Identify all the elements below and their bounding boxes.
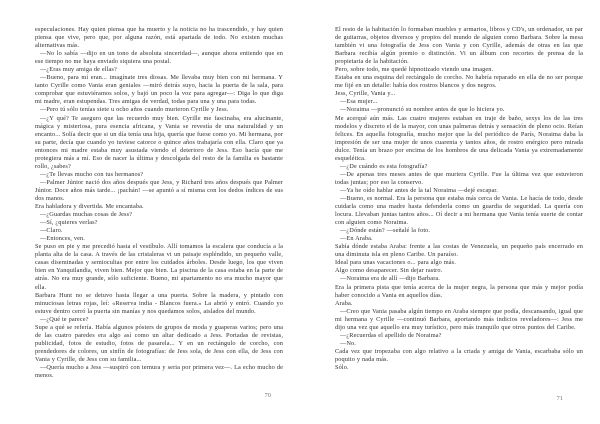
paragraph: Supe a qué se refería. Había algunos pósters de grupos de moda y guaperas varios; pero una de las cuatro paredes era algo así como un altar dedicado a Jess. Portadas de revistas, publicidad, fotos de estudio, fotos de pasarela... Y en un rectángulo de corcho, con prendedores de colores, un sinfín de fotografías: de Jess sola, de Jess con ella, de Jess con Vania y Cyrille, de Jess con su familia... bbox=[35, 323, 283, 363]
paragraph: —¿Qué te parece? bbox=[40, 315, 89, 323]
paragraph: —¿Guardas muchas cosas de Jess? bbox=[40, 211, 133, 219]
paragraph: Era habladora y divertida. Me encantaba. bbox=[35, 203, 144, 211]
paragraph: especulaciones. Hay quien piensa que ha muerto y la noticia no ha trascendido, y hay quien piensa que vive, pero que, por alguna razón, está apartada de todo. No existen muchas alternativas más. bbox=[35, 26, 283, 50]
paragraph: —No lo sabía —dijo en un tono de absoluta sinceridad—, aunque ahora entiendo que en ese tiempo no me haya enviado siquiera una postal. bbox=[35, 50, 283, 66]
paragraph: —Quería mucho a Jess —suspiró con ternura y seria por primera vez—. La echo mucho de menos. bbox=[35, 363, 283, 380]
paragraph: —Pero tú sólo tenías siete u ocho años cuando murieron Cyrille y Jess. bbox=[40, 106, 229, 114]
paragraph: —Palmer Júnior nació dos años después que Jess, y Richard tres años después que Palmer Júnior. Doce años más tarde... ¡pachán! —se apuntó a sí misma con los dedos índices de sus dos manos. bbox=[35, 178, 283, 202]
paragraph: Se puso en pie y me precedió hasta el vestíbulo. Allí tomamos la escalera que conducía a la planta alta de la casa. A través de las cristaleras vi un paisaje espléndido, un pequeño valle, casas diseminadas y semiocultas por entre los cuidados árboles. Desde luego, los que viven bien en Yanquilandia, viven bien. Mejor que bien. La piscina de la casa estaba en la parte de atrás. No era muy grande, sólo suficiente. Bueno, mi apartamento no era mucho mayor que ella. bbox=[35, 243, 283, 291]
paragraph: Araba. bbox=[335, 299, 353, 307]
paragraph: —En Araba. bbox=[340, 235, 373, 243]
paragraph: Estaba en una esquina del rectángulo de corcho. No habría reparado en ella de no ser porque me fijé en un detalle: había dos rostros blancos y dos negros. bbox=[335, 74, 583, 90]
paragraph: —¿Eras muy amiga de ellas? bbox=[40, 66, 117, 74]
page-number-right: 71 bbox=[556, 395, 563, 402]
paragraph: El resto de la habitación lo formaban muebles y armarios, libros y CD's, un ordenador, un par de guitarras, objetos diversos y propios del mundo de alguien como Barbara. Sobre la mesa también vi una fotografía de Jess con Vania y con Cyrille, además de otras en las que Barbara recibía algún premio o distinción. Vi un álbum con recortes de prensa de la propietaria de la habitación. bbox=[335, 26, 583, 66]
page-right-text bbox=[335, 26, 583, 372]
paragraph: —Esa mujer... bbox=[340, 98, 378, 106]
page-left-text bbox=[35, 26, 283, 380]
paragraph: Barbara Hunt no se detuvo hasta llegar a una puerta. Sobre la madera, y pintado con minuciosas letras rojas, leí: «Reserva india - Blancos fuera.» La abrió y entró. Cuando yo estuve dentro cerró la puerta sin manías y nos quedamos solos, aislados del mundo. bbox=[35, 291, 283, 315]
paragraph: —De apenas tres meses antes de que muriera Cyrille. Fue la última vez que estuvieron todas juntas; por eso la conservo. bbox=[335, 170, 583, 186]
paragraph: —¿Y qué? Te aseguro que las recuerdo muy bien. Cyrille me fascinaba, era alucinante, mágica y misteriosa, pura esencia africana, y Vania se revestía de una naturalidad y un encanto... Solía decir que si un día tenía una hija, quería que fuese como yo. Mi hermana, por su parte, decía que cuando yo tuviese catorce o quince años trabajaría con ella. Claro que ya entonces mi madre estaba muy asustada viendo el deterioro de Jess. Eso hacía que me protegiera más a mí. Eso de nacer la última y descolgada del resto de la familia es bastante rollo, ¿sabes? bbox=[35, 114, 283, 170]
page-number-left: 70 bbox=[264, 392, 271, 399]
paragraph: Era la primera pista que tenía acerca de la mujer negra, la persona que más y mejor podía haber conocido a Vania en aquellos días. bbox=[335, 283, 583, 299]
paragraph: Jess, Cyrille, Vania y... bbox=[335, 90, 396, 98]
paragraph: —No. bbox=[340, 339, 356, 347]
paragraph: —Claro. bbox=[40, 227, 63, 235]
paragraph: Me acerqué aún más. Las cuatro mujeres estaban en traje de baño, sexys los de las tres modelos y discreto el de la mayor, con unas palmeras detrás y sensación de pleno ocio. Reían felices. En aquella fotografía, mucho mejor que la del periódico de París, Noraima daba la impresión de ser una mujer de unos cuarenta y tantos años, de rostro enérgico pero mirada dulce. Tenía un brazo por encima de los hombros de una delicada Vania ya extremadamente esquelética. bbox=[335, 114, 583, 162]
paragraph: —Noraima era de allí —dijo Barbara. bbox=[340, 275, 440, 283]
paragraph: —Bueno, es normal. Era la persona que estaba más cerca de Vania. Le hacía de todo, desde cuidarla como una madre hasta defenderla como un guardia de seguridad. La quería con locura. Llevaban juntas tantos años... Oí decir a mi hermana que Vania tenía suerte de contar con alguien como Noraima. bbox=[335, 194, 583, 227]
paragraph: Ideal para unas vacaciones o... para algo más. bbox=[335, 259, 456, 267]
paragraph: —¿Te llevas mucho con tus hermanos? bbox=[40, 170, 144, 178]
paragraph: —Creo que Vania pasaba algún tiempo en Araba siempre que podía, descansando, igual que mi hermana y Cyrille —continuó Barbara, aportando más indicios reveladores—: Jess me dijo una vez que aquello era muy turístico, pero más tranquilo que otros puntos del Caribe. bbox=[335, 307, 583, 331]
paragraph: —Bueno, para mí eran... imagínate tres diosas. Me llevaba muy bien con mi hermana. Y tanto Cyrille como Vania eran geniales —miró detrás suyo, hacia la puerta de la sala, para comprobar que estuviéramos solos, y bajó un poco la voz para agregar—: Diga lo que diga mi madre, eran estupendas. Tres amigas de verdad, todas para una y una para todas. bbox=[35, 74, 283, 106]
paragraph: —Entonces, ven. bbox=[40, 235, 85, 243]
paragraph: —Noraima —pronunció su nombre antes de que lo hiciera yo. bbox=[340, 106, 505, 114]
paragraph: —¿De cuándo es esta fotografía? bbox=[340, 162, 428, 170]
paragraph: —¿Recuerdas el apellido de Noraima? bbox=[340, 331, 442, 339]
paragraph: —¿Dónde están? —señalé la foto. bbox=[340, 227, 431, 235]
paragraph: Algo como desaparecer. Sin dejar rastro. bbox=[335, 267, 443, 275]
paragraph: Pero, sobre todo, me quedé hipnotizado viendo una imagen. bbox=[335, 66, 494, 74]
paragraph: —Sí, ¿quieres verlas? bbox=[40, 219, 98, 227]
paragraph: Sólo. bbox=[335, 363, 349, 371]
paragraph: Sabía dónde estaba Araba: frente a las costas de Venezuela, un pequeño país encerrado en una diminuta isla en pleno Caribe. Un paraíso. bbox=[335, 243, 583, 259]
paragraph: Cada vez que tropezaba con algo relativo a la criada y amiga de Vania, escarbaba sólo un poquito y nada más. bbox=[335, 347, 583, 363]
paragraph: —Ya he oído hablar antes de la tal Noraima —dejé escapar. bbox=[340, 186, 498, 194]
